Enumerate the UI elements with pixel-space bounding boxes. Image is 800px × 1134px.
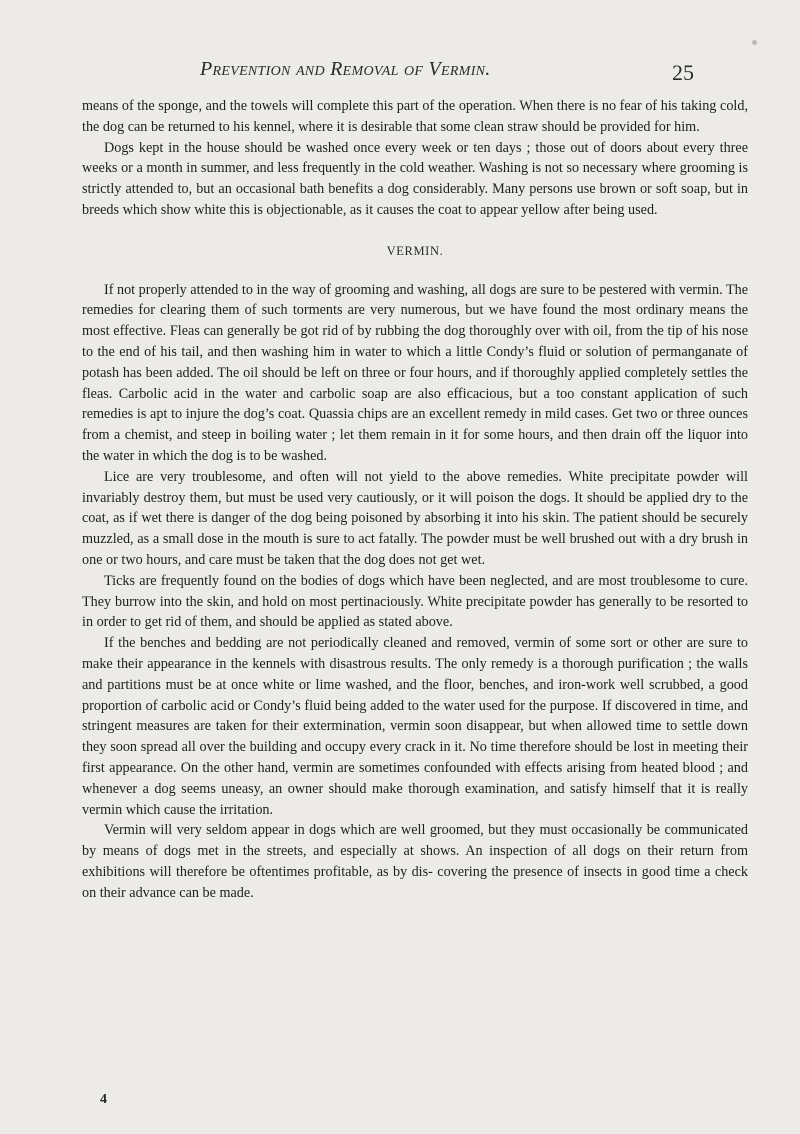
page-number: 25	[672, 60, 694, 85]
paragraph: If not properly attended to in the way of grooming and washing, all dogs are sure to be pestered with vermin. The remedies for clearing them of such torments are very numerous, but we have found the most ordinary means the most effective. Fleas can generally be got rid of by rubbing the dog thoroughly over with oil, from the tip of his nose to the end of his tail, and then washing him in water to which a little Condy’s fluid or solution of permanganate of potash has been added. The oil should be left on three or four hours, and if thoroughly applied completely settles the fleas. Carbolic acid in the water and carbolic soap are also efficacious, but a too constant application of such remedies is apt to injure the dog’s coat. Quassia chips are an excellent remedy in mild cases. Get two or three ounces from a chemist, and steep in boiling water ; let them remain in it for some hours, and then drain off the liquor into the water in which the dog is to be washed.	[82, 281, 748, 464]
body-text	[82, 96, 748, 903]
section-heading: VERMIN.	[386, 243, 444, 258]
paragraph: Ticks are frequently found on the bodies of dogs which have been neglected, and are most troublesome to cure. They burrow into the skin, and hold on most pertinaciously. White precipitate powder has generally to be resorted to in order to get rid of them, and should be applied as stated above.	[82, 572, 748, 631]
running-header	[0, 58, 800, 88]
paragraph: If the benches and bedding are not periodically cleaned and removed, vermin of some sort or other are sure to make their appearance in the kennels with disastrous results. The only remedy is a thorough purification ; the walls and partitions must be at once white or lime washed, and the floor, benches, and iron-work well scrubbed, a good proportion of carbolic acid or Condy’s fluid being added to the water used for the purpose. If discovered in time, and stringent measures are taken for their extermination, vermin soon disappear, but when allowed time to settle down they soon spread all over the building and occupy every crack in it. No time therefore should be lost in meeting their first appearance. On the other hand, vermin are sometimes confounded with effects arising from heated blood ; and whenever a dog seems uneasy, an owner should make thorough examination, and satisfy himself that it is really vermin which cause the irritation.	[82, 635, 748, 818]
paper-speck	[752, 40, 757, 45]
running-title: Prevention and Removal of Vermin.	[200, 58, 491, 80]
paragraph: Vermin will very seldom appear in dogs which are well groomed, but they must occasionally be communicated by means of dogs met in the streets, and especially at shows. An inspection of all dogs on their return from exhibitions will therefore be oftentimes profitable, as by dis- covering the presence of insects in good time a check on their advance can be made.	[82, 822, 748, 901]
paragraph: Dogs kept in the house should be washed once every week or ten days ; those out of doors about every three weeks or a month in summer, and less frequently in the cold weather. Washing is not so necessary where grooming is strictly attended to, but an occasional bath benefits a dog considerably. Many persons use brown or soft soap, but in breeds which show white this is objectionable, as it causes the coat to appear yellow after being used.	[82, 139, 748, 218]
paragraph: Lice are very troublesome, and often will not yield to the above remedies. White precipitate powder will invariably destroy them, but must be used very cautiously, or it will poison the dogs. It should be applied dry to the coat, as if wet there is danger of the dog being poisoned by absorbing it into his skin. The patient should be securely muzzled, as a small dose in the mouth is sure to act fatally. The powder must be well brushed out with a dry brush in one or two hours, and care must be taken that the dog does not get wet.	[82, 468, 748, 568]
paragraph: means of the sponge, and the towels will complete this part of the operation. When there is no fear of his taking cold, the dog can be returned to his kennel, where it is desirable that some clean straw should be provided for him.	[82, 98, 748, 135]
signature-mark: 4	[100, 1092, 107, 1107]
